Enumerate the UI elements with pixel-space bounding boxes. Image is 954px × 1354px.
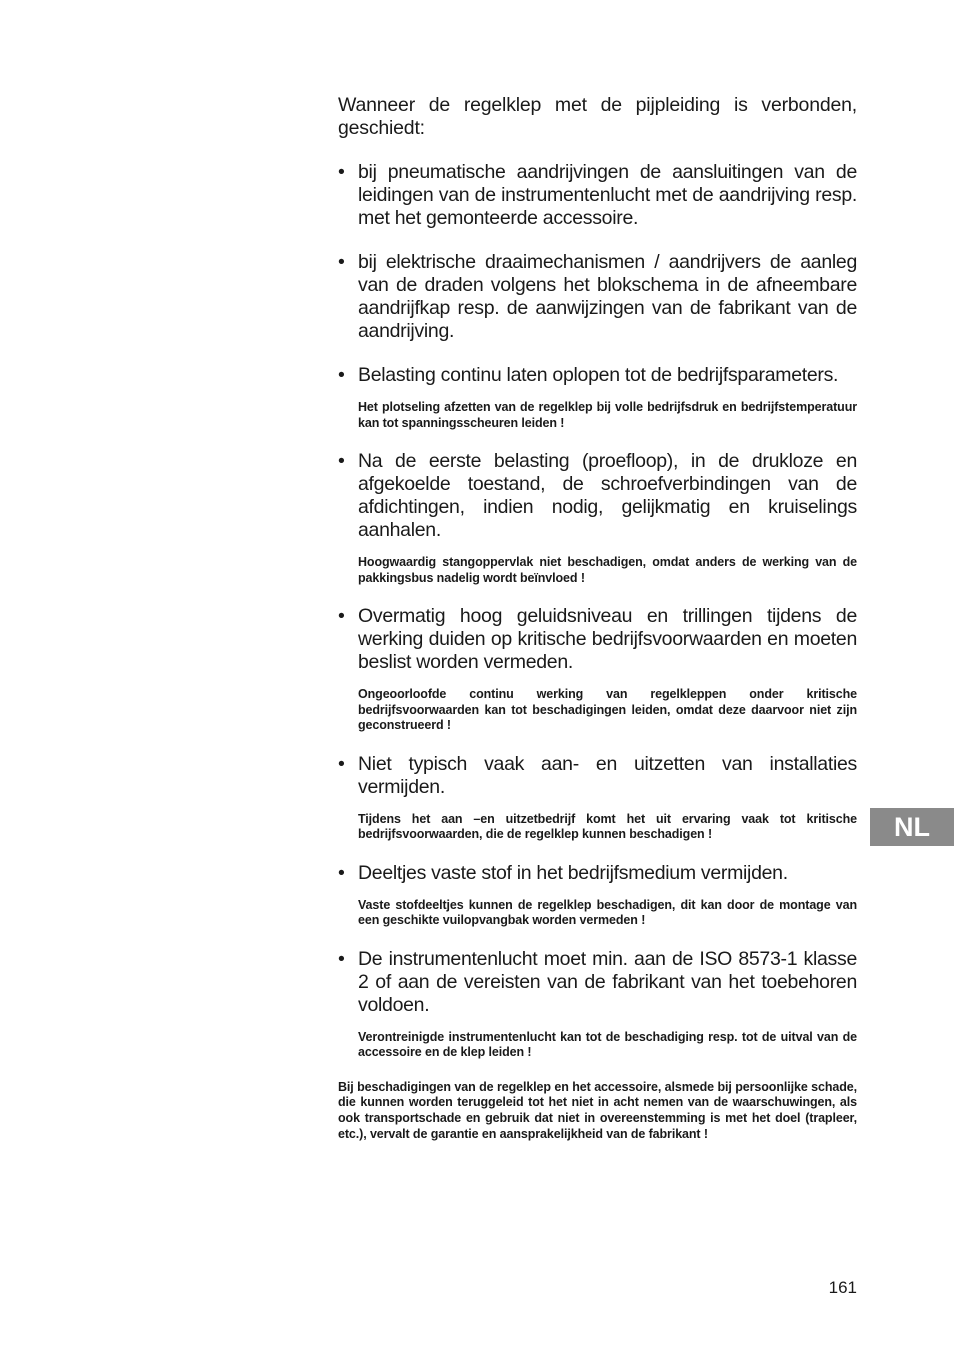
bullet: • <box>338 605 345 627</box>
warning-note: Hoogwaardig stangoppervlak niet beschadigen, omdat anders de werking van de pakkingsbus nadelig wordt beïnvloed ! <box>358 555 857 585</box>
list-item <box>338 364 857 431</box>
bullet: • <box>338 364 345 386</box>
warning-note: Vaste stofdeeltjes kunnen de regelklep beschadigen, dit kan door de montage van een geschikte vuilopvangbak worden vermeden ! <box>358 897 857 927</box>
list-item-text: Niet typisch vaak aan- en uitzetten van installaties vermijden. <box>358 752 857 798</box>
list-item <box>338 450 857 586</box>
list-item <box>338 251 857 343</box>
list-item-text: Overmatig hoog geluidsniveau en trillingen tijdens de werking duiden op kritische bedrijfsvoorwaarden en moeten beslist worden vermeden. <box>358 605 857 673</box>
bullet: • <box>338 947 345 970</box>
warning-note: Verontreinigde instrumentenlucht kan tot de beschadiging resp. tot de uitval van de accessoire en de klep leiden ! <box>358 1029 857 1059</box>
bullet: • <box>338 161 345 183</box>
list-item <box>338 605 857 734</box>
warranty-note: Bij beschadigingen van de regelklep en het accessoire, alsmede bij persoonlijke schade, die kunnen worden teruggeleid tot het niet in acht nemen van de waarschuwingen, als ook transportschade en gebruik dat niet in overeenstemming is met het doel (trapleer, etc.), vervalt de garantie en aansprakelijkheid van de fabrikant ! <box>338 1079 857 1141</box>
list-item <box>338 948 857 1061</box>
list-item-text: Belasting continu laten oplopen tot de bedrijfsparameters. <box>358 364 839 386</box>
warning-note: Het plotseling afzetten van de regelklep bij volle bedrijfsdruk en bedrijfstemperatuur kan tot spanningsscheuren leiden ! <box>358 400 857 430</box>
bullet: • <box>338 450 345 472</box>
list-item-text: De instrumentenlucht moet min. aan de ISO 8573-1 klasse 2 of aan de vereisten van de fabrikant van het toebehoren voldoen. <box>358 947 857 1016</box>
bullet: • <box>338 752 345 775</box>
page-number: 161 <box>828 1278 857 1297</box>
warning-note: Tijdens het aan –en uitzetbedrijf komt het uit ervaring vaak tot kritische bedrijfsvoorwaarden, die de regelklep kunnen beschadigen ! <box>358 811 857 841</box>
bullet: • <box>338 861 345 884</box>
page-content <box>338 94 857 1143</box>
list-item-text: Deeltjes vaste stof in het bedrijfsmedium vermijden. <box>358 861 788 884</box>
list-item <box>338 753 857 843</box>
list-item-text: bij elektrische draaimechanismen / aandrijvers de aanleg van de draden volgens het blokschema in de afneembare aandrijfkap resp. de aanwijzingen van de fabrikant van de aandrijving. <box>358 251 857 342</box>
warning-note: Ongeoorloofde continu werking van regelkleppen onder kritische bedrijfsvoorwaarden kan tot beschadigingen leiden, omdat deze daarvoor niet zijn geconstrueerd ! <box>358 687 857 732</box>
language-tab: NL <box>870 808 954 846</box>
list-item <box>338 161 857 230</box>
intro-paragraph: Wanneer de regelklep met de pijpleiding is verbonden, geschiedt: <box>338 94 857 139</box>
list-item-text: bij pneumatische aandrijvingen de aansluitingen van de leidingen van de instrumentenlucht met de aandrijving resp. met het gemonteerde accessoire. <box>358 161 857 229</box>
list-item-text: Na de eerste belasting (proefloop), in de drukloze en afgekoelde toestand, de schroefverbindingen van de afdichtingen, indien nodig, gelijkmatig en kruiselings aanhalen. <box>358 450 857 541</box>
bullet: • <box>338 251 345 273</box>
list-item <box>338 862 857 929</box>
